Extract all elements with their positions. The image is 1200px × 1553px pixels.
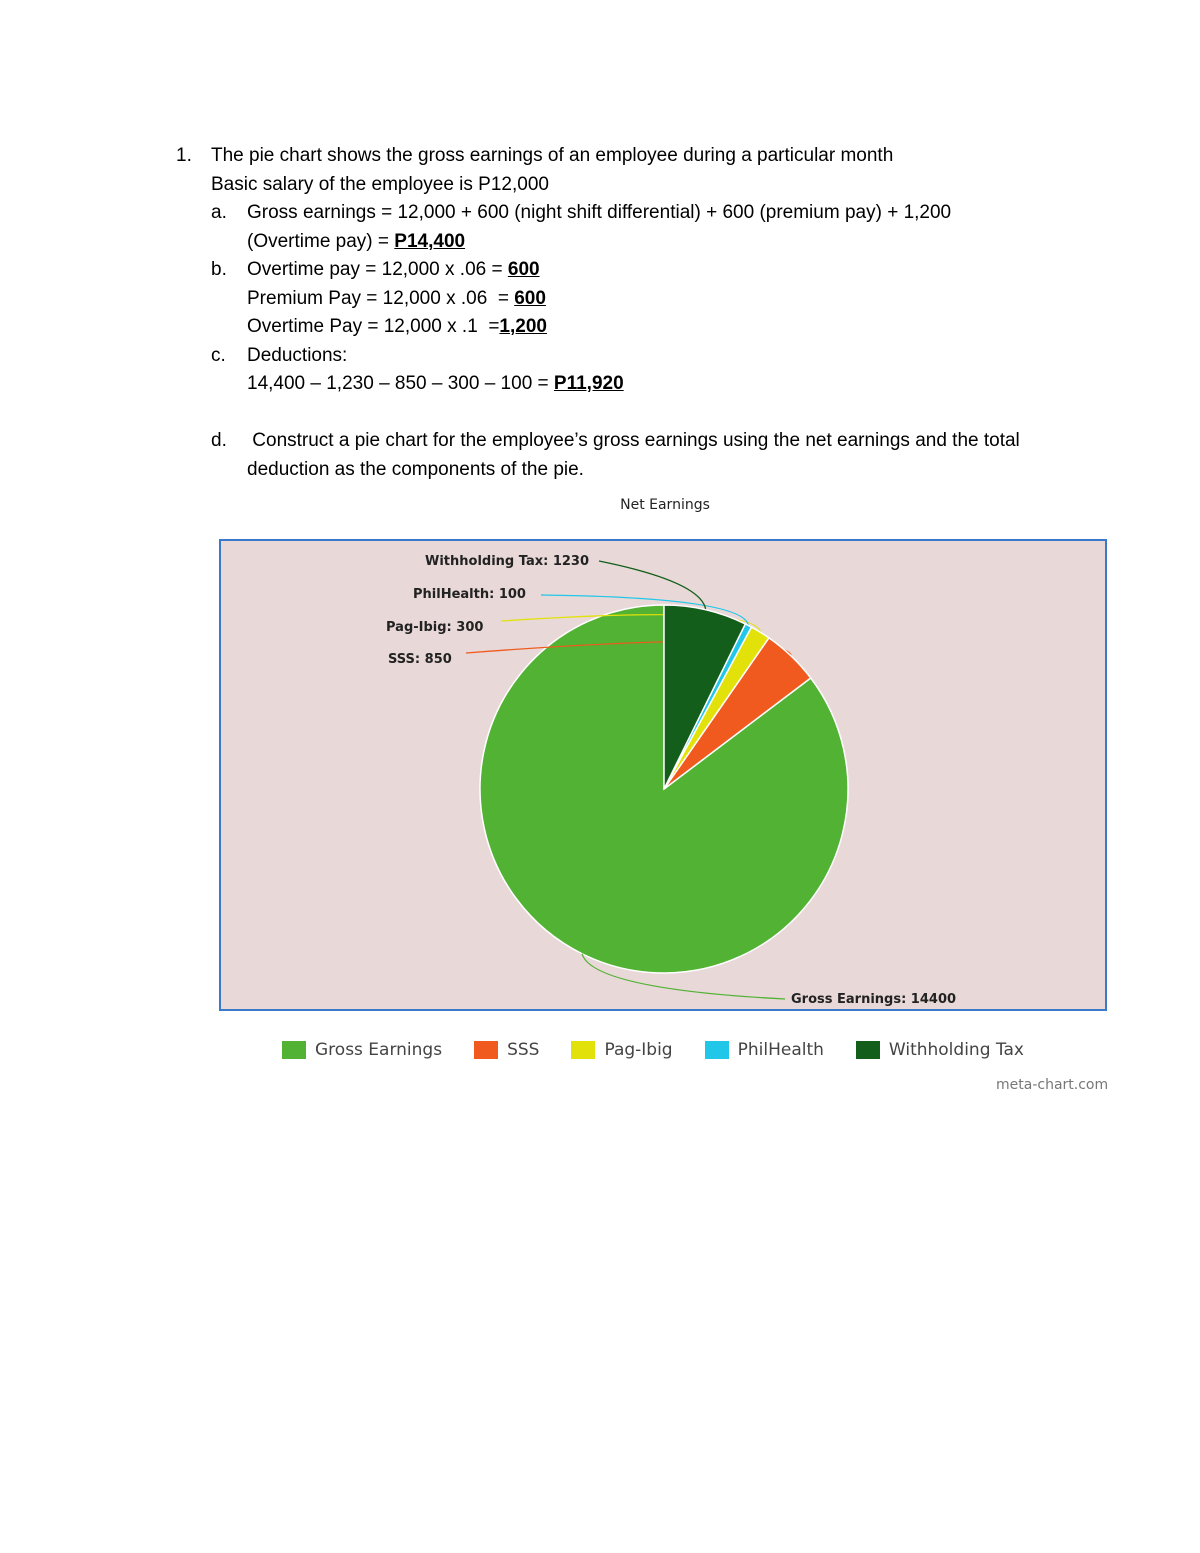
chart-frame — [219, 539, 1107, 1011]
item-number: 1. — [176, 145, 192, 166]
legend-swatch — [705, 1041, 729, 1059]
legend-label: SSS — [507, 1040, 540, 1060]
slice-label-withholding-tax: Withholding Tax: 1230 — [425, 554, 590, 569]
leader-line-withholding-tax — [599, 561, 706, 610]
letter-d: d. — [211, 430, 227, 451]
part-a-answer: P14,400 — [394, 231, 466, 252]
chart-title: Net Earnings — [620, 497, 710, 513]
legend-swatch — [571, 1041, 595, 1059]
chart-legend — [282, 1040, 1056, 1060]
slice-label-gross-earnings: Gross Earnings: 14400 — [791, 992, 957, 1007]
letter-c: c. — [211, 345, 226, 366]
legend-item-philhealth — [705, 1040, 824, 1060]
part-b-row-1-answer: 600 — [507, 259, 540, 280]
part-c-line-1: Deductions: — [247, 345, 348, 366]
part-b-row-1 — [247, 259, 540, 281]
part-c-answer: P11,920 — [553, 373, 624, 394]
legend-item-sss — [474, 1040, 539, 1060]
legend-label: PhilHealth — [737, 1040, 824, 1060]
chart-credit: meta-chart.com — [996, 1077, 1109, 1093]
part-a-line-1: Gross earnings = 12,000 + 600 (night shift differential) + 600 (premium pay) + 1,200 — [247, 202, 952, 223]
part-b-row-3-answer: 1,200 — [499, 316, 547, 337]
intro-line-2: Basic salary of the employee is P12,000 — [211, 174, 549, 195]
legend-item-withholding-tax — [856, 1040, 1024, 1060]
part-d-line-1: Construct a pie chart for the employee’s gross earnings using the net earnings and the total — [247, 430, 1020, 451]
legend-swatch — [282, 1041, 306, 1059]
legend-swatch — [856, 1041, 880, 1059]
slice-label-pag-ibig: Pag-Ibig: 300 — [386, 620, 484, 635]
letter-b: b. — [211, 259, 227, 280]
pie-chart — [221, 541, 1105, 1009]
legend-label: Pag-Ibig — [604, 1040, 673, 1060]
part-b-row-3 — [247, 316, 547, 338]
legend-swatch — [474, 1041, 498, 1059]
part-b-row-2-answer: 600 — [514, 288, 546, 309]
part-d-line-2: deduction as the components of the pie. — [247, 459, 584, 480]
part-a-line-2 — [247, 231, 465, 253]
part-c-line-2 — [247, 373, 624, 395]
part-c-text: 14,400 – 1,230 – 850 – 300 – 100 = — [247, 373, 554, 394]
legend-label: Gross Earnings — [315, 1040, 443, 1060]
part-b-row-2 — [247, 288, 546, 310]
part-a-text: (Overtime pay) = — [247, 231, 395, 252]
slice-label-sss: SSS: 850 — [388, 652, 452, 667]
intro-line-1: The pie chart shows the gross earnings of an employee during a particular month — [211, 145, 894, 166]
part-b-row-1-text: Overtime pay = 12,000 x .06 = — [247, 259, 508, 280]
slice-label-philhealth: PhilHealth: 100 — [413, 587, 526, 602]
part-b-row-3-text: Overtime Pay = 12,000 x .1 = — [247, 316, 500, 337]
legend-label: Withholding Tax — [888, 1040, 1024, 1060]
part-b-row-2-text: Premium Pay = 12,000 x .06 = — [247, 288, 515, 309]
letter-a: a. — [211, 202, 227, 223]
legend-item-pag-ibig — [571, 1040, 672, 1060]
legend-item-gross-earnings — [282, 1040, 442, 1060]
